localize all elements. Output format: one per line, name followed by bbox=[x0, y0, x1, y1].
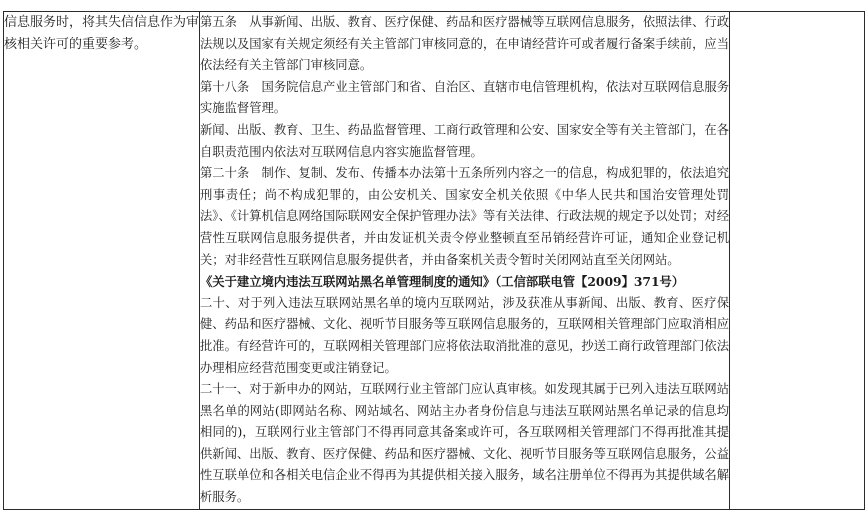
regulation-table bbox=[3, 11, 865, 510]
left-cell-text: 信息服务时，将其失信信息作为审核相关许可的重要参考。 bbox=[4, 15, 200, 52]
article-20-paragraph: 第二十条 制作、复制、发布、传播本办法第十五条所列内容之一的信息，构成犯罪的，依法追究刑事责任；尚不构成犯罪的，由公安机关、国家安全机关依照《中华人民共和国治安管理处罚法》、《计算机信息网络国际联网安全保护管理办法》等有关法律、行政法规的规定予以处罚；对经营性互联网信息服务提供者，并由发证机关责令停业整顿直至吊销经营许可证，通知企业登记机关；对非经营性互联网信息服务提供者，并由备案机关责令暂时关闭网站直至关闭网站。 bbox=[200, 166, 729, 267]
right-column-cell bbox=[730, 12, 865, 510]
notice-title: 《关于建立境内违法互联网站黑名单管理制度的通知》（工信部联电管【2009】371号） bbox=[200, 274, 685, 290]
article-5-paragraph: 第五条 从事新闻、出版、教育、医疗保健、药品和医疗器械等互联网信息服务，依照法律、行政法规以及国家有关规定须经有关主管部门审核同意的，在申请经营许可或者履行备案手续前，应当依法经有关主管部门审核同意。 bbox=[200, 15, 729, 73]
article-18-paragraph: 第十八条 国务院信息产业主管部门和省、自治区、直辖市电信管理机构，依法对互联网信息服务实施监督管理。 bbox=[200, 79, 729, 116]
left-column-cell bbox=[4, 12, 200, 510]
article-18-supervision-paragraph: 新闻、出版、教育、卫生、药品监督管理、工商行政管理和公安、国家安全等有关主管部门，在各自职责范围内依法对互联网信息内容实施监督管理。 bbox=[200, 122, 729, 159]
notice-item-21-paragraph: 二十一、对于新申办的网站，互联网行业主管部门应认真审核。如发现其属于已列入违法互联网站黑名单的网站(即网站名称、网站域名、网站主办者身份信息与违法互联网站黑名单记录的信息均相同的)，互联网行业主管部门不得再同意其备案或许可，各互联网相关管理部门不得再批准其提供新闻、出版、教育、医疗保健、药品和医疗器械、文化、视听节目服务等互联网信息服务，公益性互联单位和各相关电信企业不得再为其提供相关接入服务，域名注册单位不得再为其提供域名解析服务。 bbox=[200, 382, 729, 505]
notice-item-20-paragraph: 二十、对于列入违法互联网站黑名单的境内互联网站，涉及获准从事新闻、出版、教育、医疗保健、药品和医疗器械、文化、视听节目服务等互联网信息服务的，互联网相关管理部门应取消相应批准。有经营许可的，互联网相关管理部门应将依法取消批准的意见，抄送工商行政管理部门依法办理相应经营范围变更或注销登记。 bbox=[200, 295, 729, 375]
middle-column-cell bbox=[200, 12, 730, 510]
table-row bbox=[4, 12, 865, 510]
